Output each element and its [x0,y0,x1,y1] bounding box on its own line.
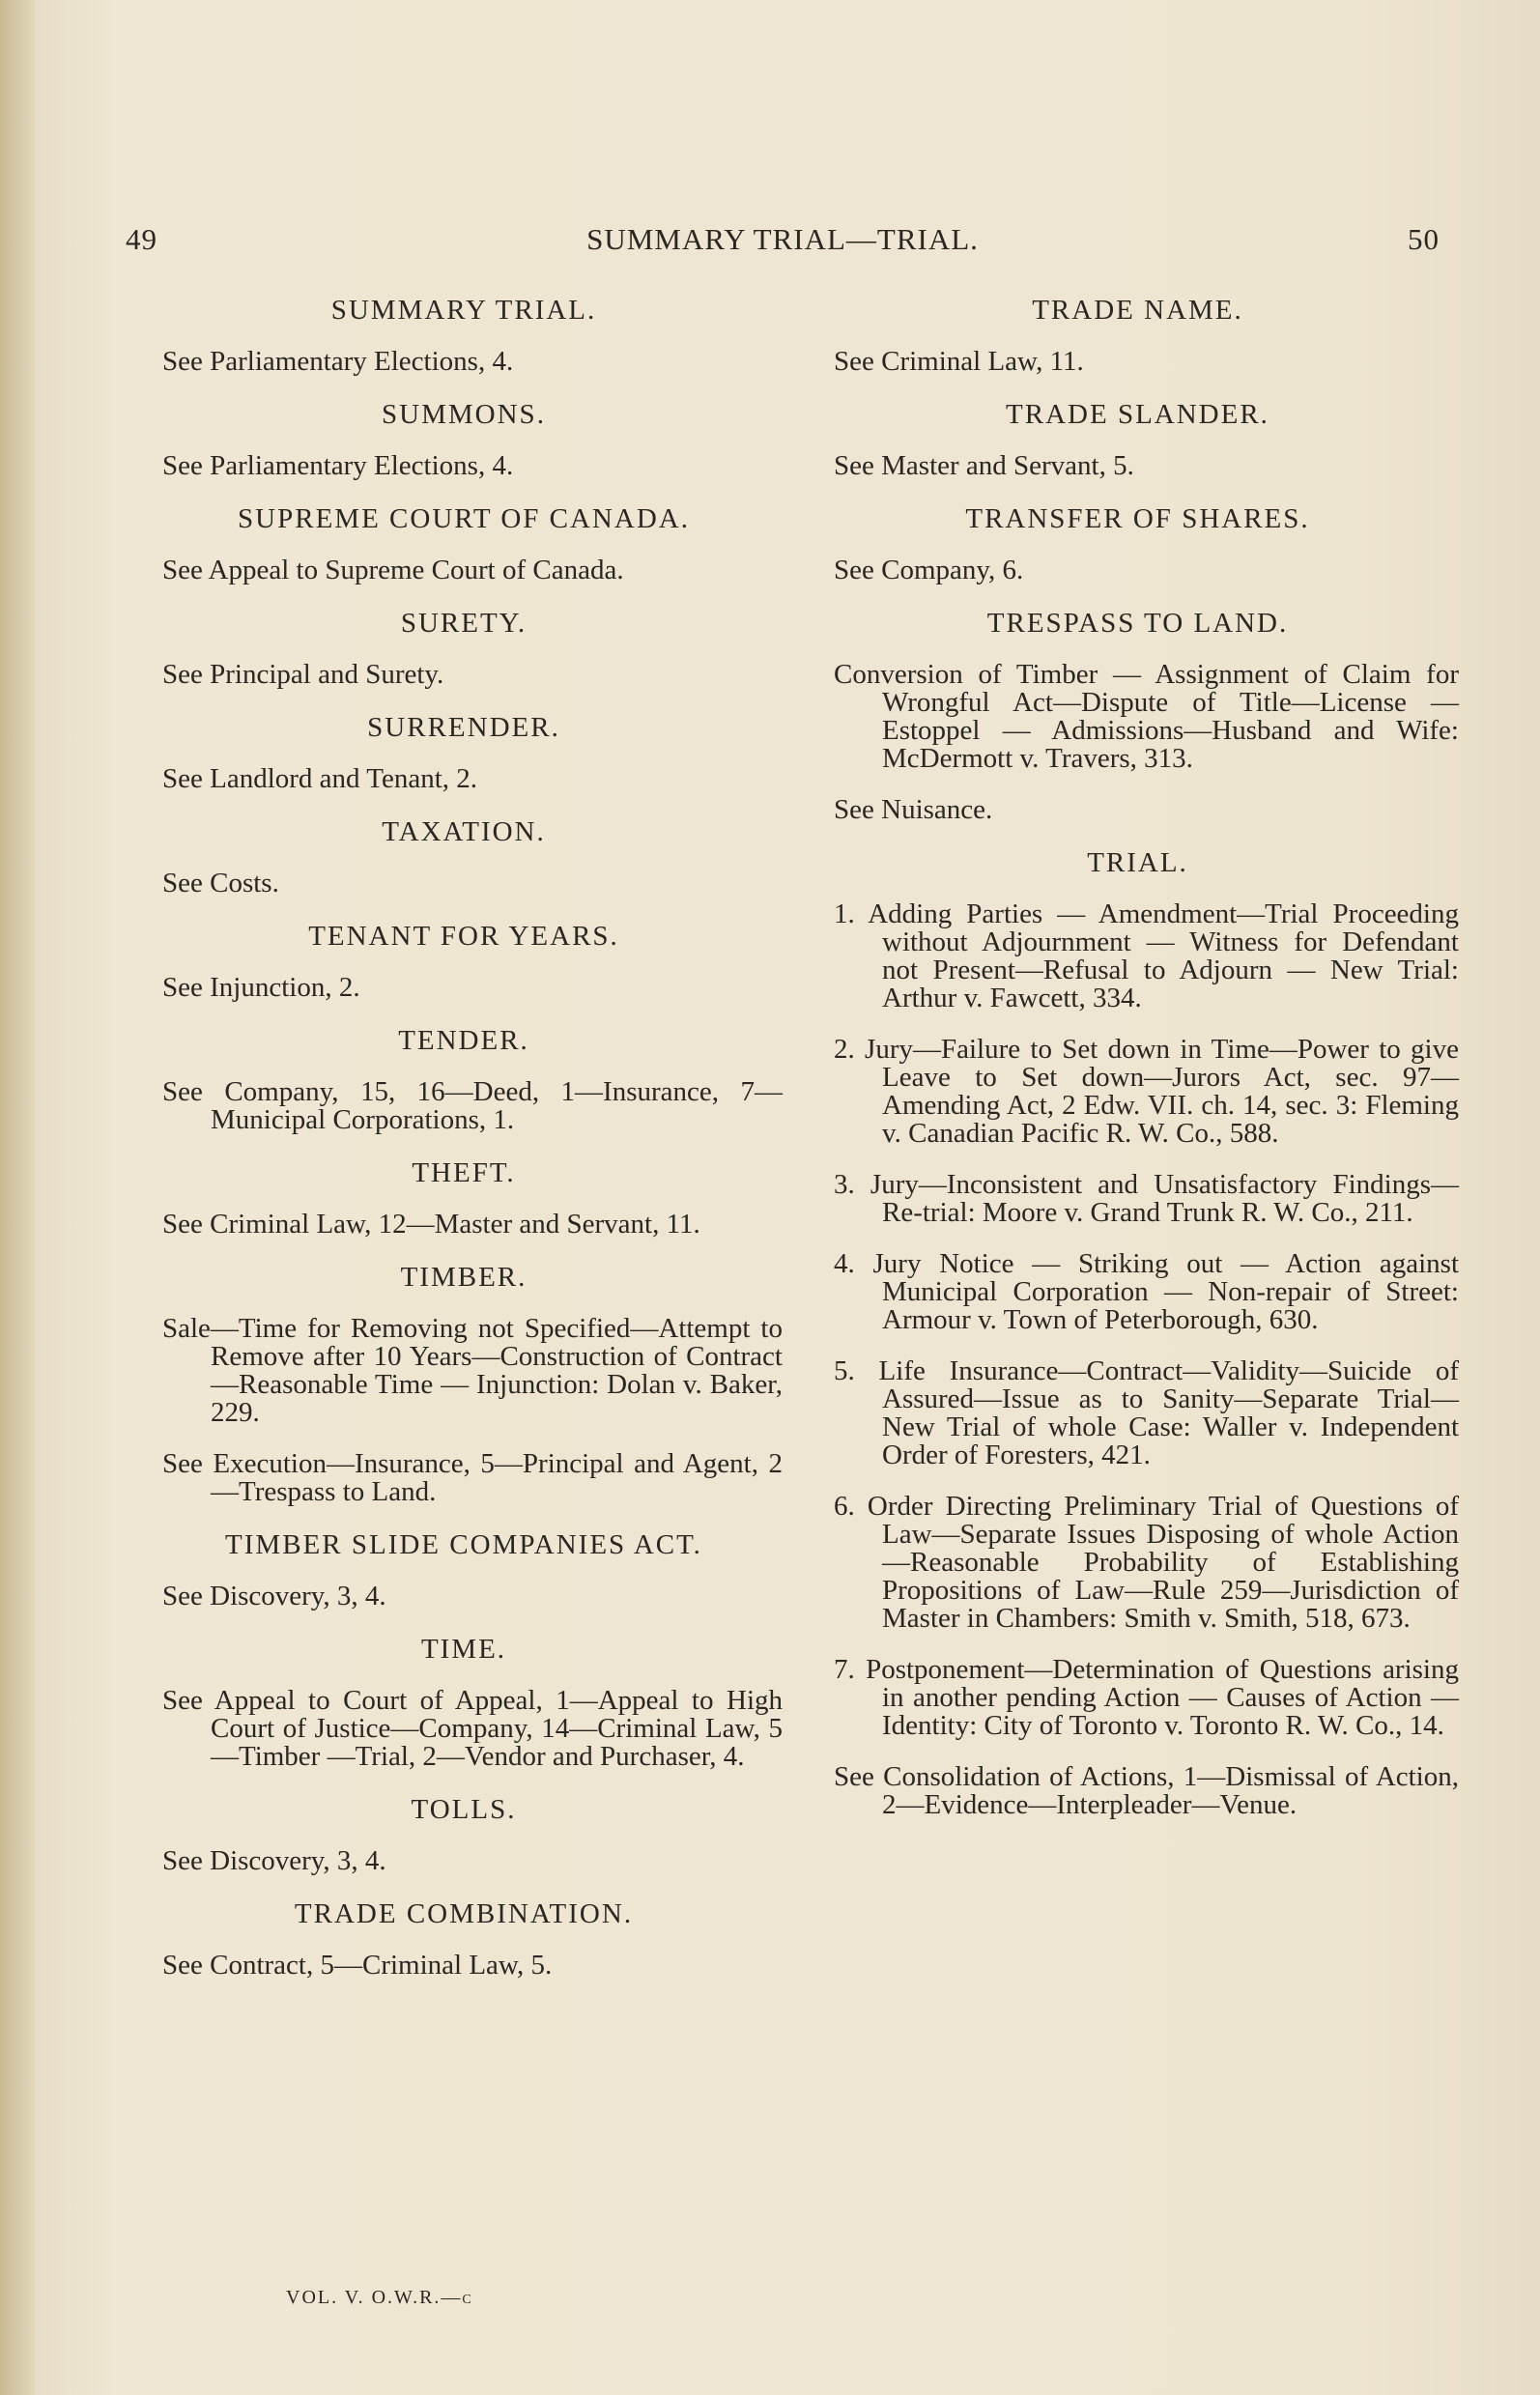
index-section [145,712,783,793]
index-entry: 4. Jury Notice — Striking out — Action against Municipal Corporation — Non-repair of Street: Armour v. Town of Peterborough, 630. [834,1248,1459,1335]
index-entry: Sale—Time for Removing not Specified—Attempt to Remove after 10 Years—Construction of Contract—Reasonable Time — Injunction: Dolan v. Baker, 229. [162,1313,783,1428]
section-heading: TIME. [420,1634,507,1665]
running-head [126,222,1440,261]
index-section [145,295,783,376]
index-entry: See Company, 6. [834,555,1024,585]
index-entry: See Consolidation of Actions, 1—Dismissal of Action, 2—Evidence—Interpleader—Venue. [834,1761,1459,1820]
index-entry: See Nuisance. [834,794,993,825]
index-section [145,1794,783,1875]
section-heading: TENANT FOR YEARS. [308,921,619,952]
index-entry: See Parliamentary Elections, 4. [162,450,514,481]
index-section [145,399,783,480]
signature-mark: VOL. V. O.W.R.—c [286,2287,473,2308]
index-entry: See Discovery, 3, 4. [162,1845,386,1876]
page-title: SUMMARY TRIAL—TRIAL. [586,222,979,256]
right-column [816,295,1459,1842]
index-entry: 5. Life Insurance—Contract—Validity—Suicide of Assured—Issue as to Sanity—Separate Trial—New Trial of whole Case: Waller v. Independent Order of Foresters, 421. [834,1355,1459,1470]
section-heading: TRADE SLANDER. [1006,399,1269,430]
index-entry: See Principal and Surety. [162,659,444,690]
index-entry: See Contract, 5—Criminal Law, 5. [162,1950,553,1981]
index-entry: See Discovery, 3, 4. [162,1581,386,1611]
index-section [145,816,783,898]
index-section [816,608,1459,824]
index-section [145,1898,783,1980]
page-number-left: 49 [126,222,157,256]
index-entry: See Criminal Law, 12—Master and Servant, 11. [162,1209,700,1240]
index-entry: See Master and Servant, 5. [834,450,1134,481]
section-heading: TRANSFER OF SHARES. [965,503,1310,534]
index-entry: 6. Order Directing Preliminary Trial of Questions of Law—Separate Issues Disposing of whole Action—Reasonable Probability of Establishing Propositions of Law—Rule 259—Jurisdiction of Master in Chambers: Smith v. Smith, 518, 673. [834,1491,1459,1634]
index-entry: See Costs. [162,868,279,898]
section-heading: TRIAL. [1087,847,1188,878]
index-section [145,1025,783,1134]
section-heading: TRESPASS TO LAND. [986,608,1289,639]
index-entry: See Execution—Insurance, 5—Principal and Agent, 2—Trespass to Land. [162,1448,783,1507]
section-heading: THEFT. [412,1157,516,1188]
index-entry: 3. Jury—Inconsistent and Unsatisfactory Findings—Re-trial: Moore v. Grand Trunk R. W. Co., 211. [834,1169,1459,1228]
index-section [816,399,1459,480]
index-entry: See Criminal Law, 11. [834,346,1084,377]
index-entry: 2. Jury—Failure to Set down in Time—Power to give Leave to Set down—Jurors Act, sec. 97—Amending Act, 2 Edw. VII. ch. 14, sec. 3: Fleming v. Canadian Pacific R. W. Co., 588. [834,1034,1459,1149]
index-entry: See Injunction, 2. [162,972,360,1003]
index-entry: See Company, 15, 16—Deed, 1—Insurance, 7—Municipal Corporations, 1. [162,1076,783,1135]
section-heading: SUMMONS. [382,399,546,430]
index-section [145,1634,783,1771]
section-heading: TIMBER SLIDE COMPANIES ACT. [225,1529,702,1560]
index-entry: See Appeal to Supreme Court of Canada. [162,555,624,585]
section-heading: SUMMARY TRIAL. [330,295,597,326]
section-heading: TAXATION. [382,816,546,847]
index-section [145,921,783,1002]
book-gutter [0,0,35,2395]
index-section [145,608,783,689]
index-entry: 1. Adding Parties — Amendment—Trial Proceeding without Adjournment — Witness for Defendant not Present—Refusal to Adjourn — New Trial: Arthur v. Fawcett, 334. [834,898,1459,1013]
index-section [816,503,1459,584]
index-entry: See Parliamentary Elections, 4. [162,346,514,377]
index-section [816,295,1459,376]
index-section [145,1529,783,1611]
section-heading: TRADE COMBINATION. [294,1898,634,1929]
section-heading: TIMBER. [400,1262,528,1293]
section-heading: SURRENDER. [367,712,560,743]
index-section [145,1262,783,1506]
index-section [816,847,1459,1819]
page-number-right: 50 [1408,222,1440,256]
index-entry: 7. Postponement—Determination of Questions arising in another pending Action — Causes of Action — Identity: City of Toronto v. Toronto R. W. Co., 14. [834,1654,1459,1741]
section-heading: SUPREME COURT OF CANADA. [238,503,690,534]
index-section [145,1157,783,1239]
section-heading: TRADE NAME. [1032,295,1243,326]
index-entry: See Appeal to Court of Appeal, 1—Appeal to High Court of Justice—Company, 14—Criminal Law, 5—Timber —Trial, 2—Vendor and Purchaser, 4. [162,1685,783,1772]
index-entry: Conversion of Timber — Assignment of Claim for Wrongful Act—Dispute of Title—License — Estoppel — Admissions—Husband and Wife: McDermott v. Travers, 313. [834,659,1459,774]
section-heading: TOLLS. [411,1794,517,1825]
left-column [145,295,783,2003]
section-heading: TENDER. [398,1025,529,1056]
section-heading: SURETY. [400,608,528,639]
index-section [145,503,783,584]
index-entry: See Landlord and Tenant, 2. [162,763,478,794]
